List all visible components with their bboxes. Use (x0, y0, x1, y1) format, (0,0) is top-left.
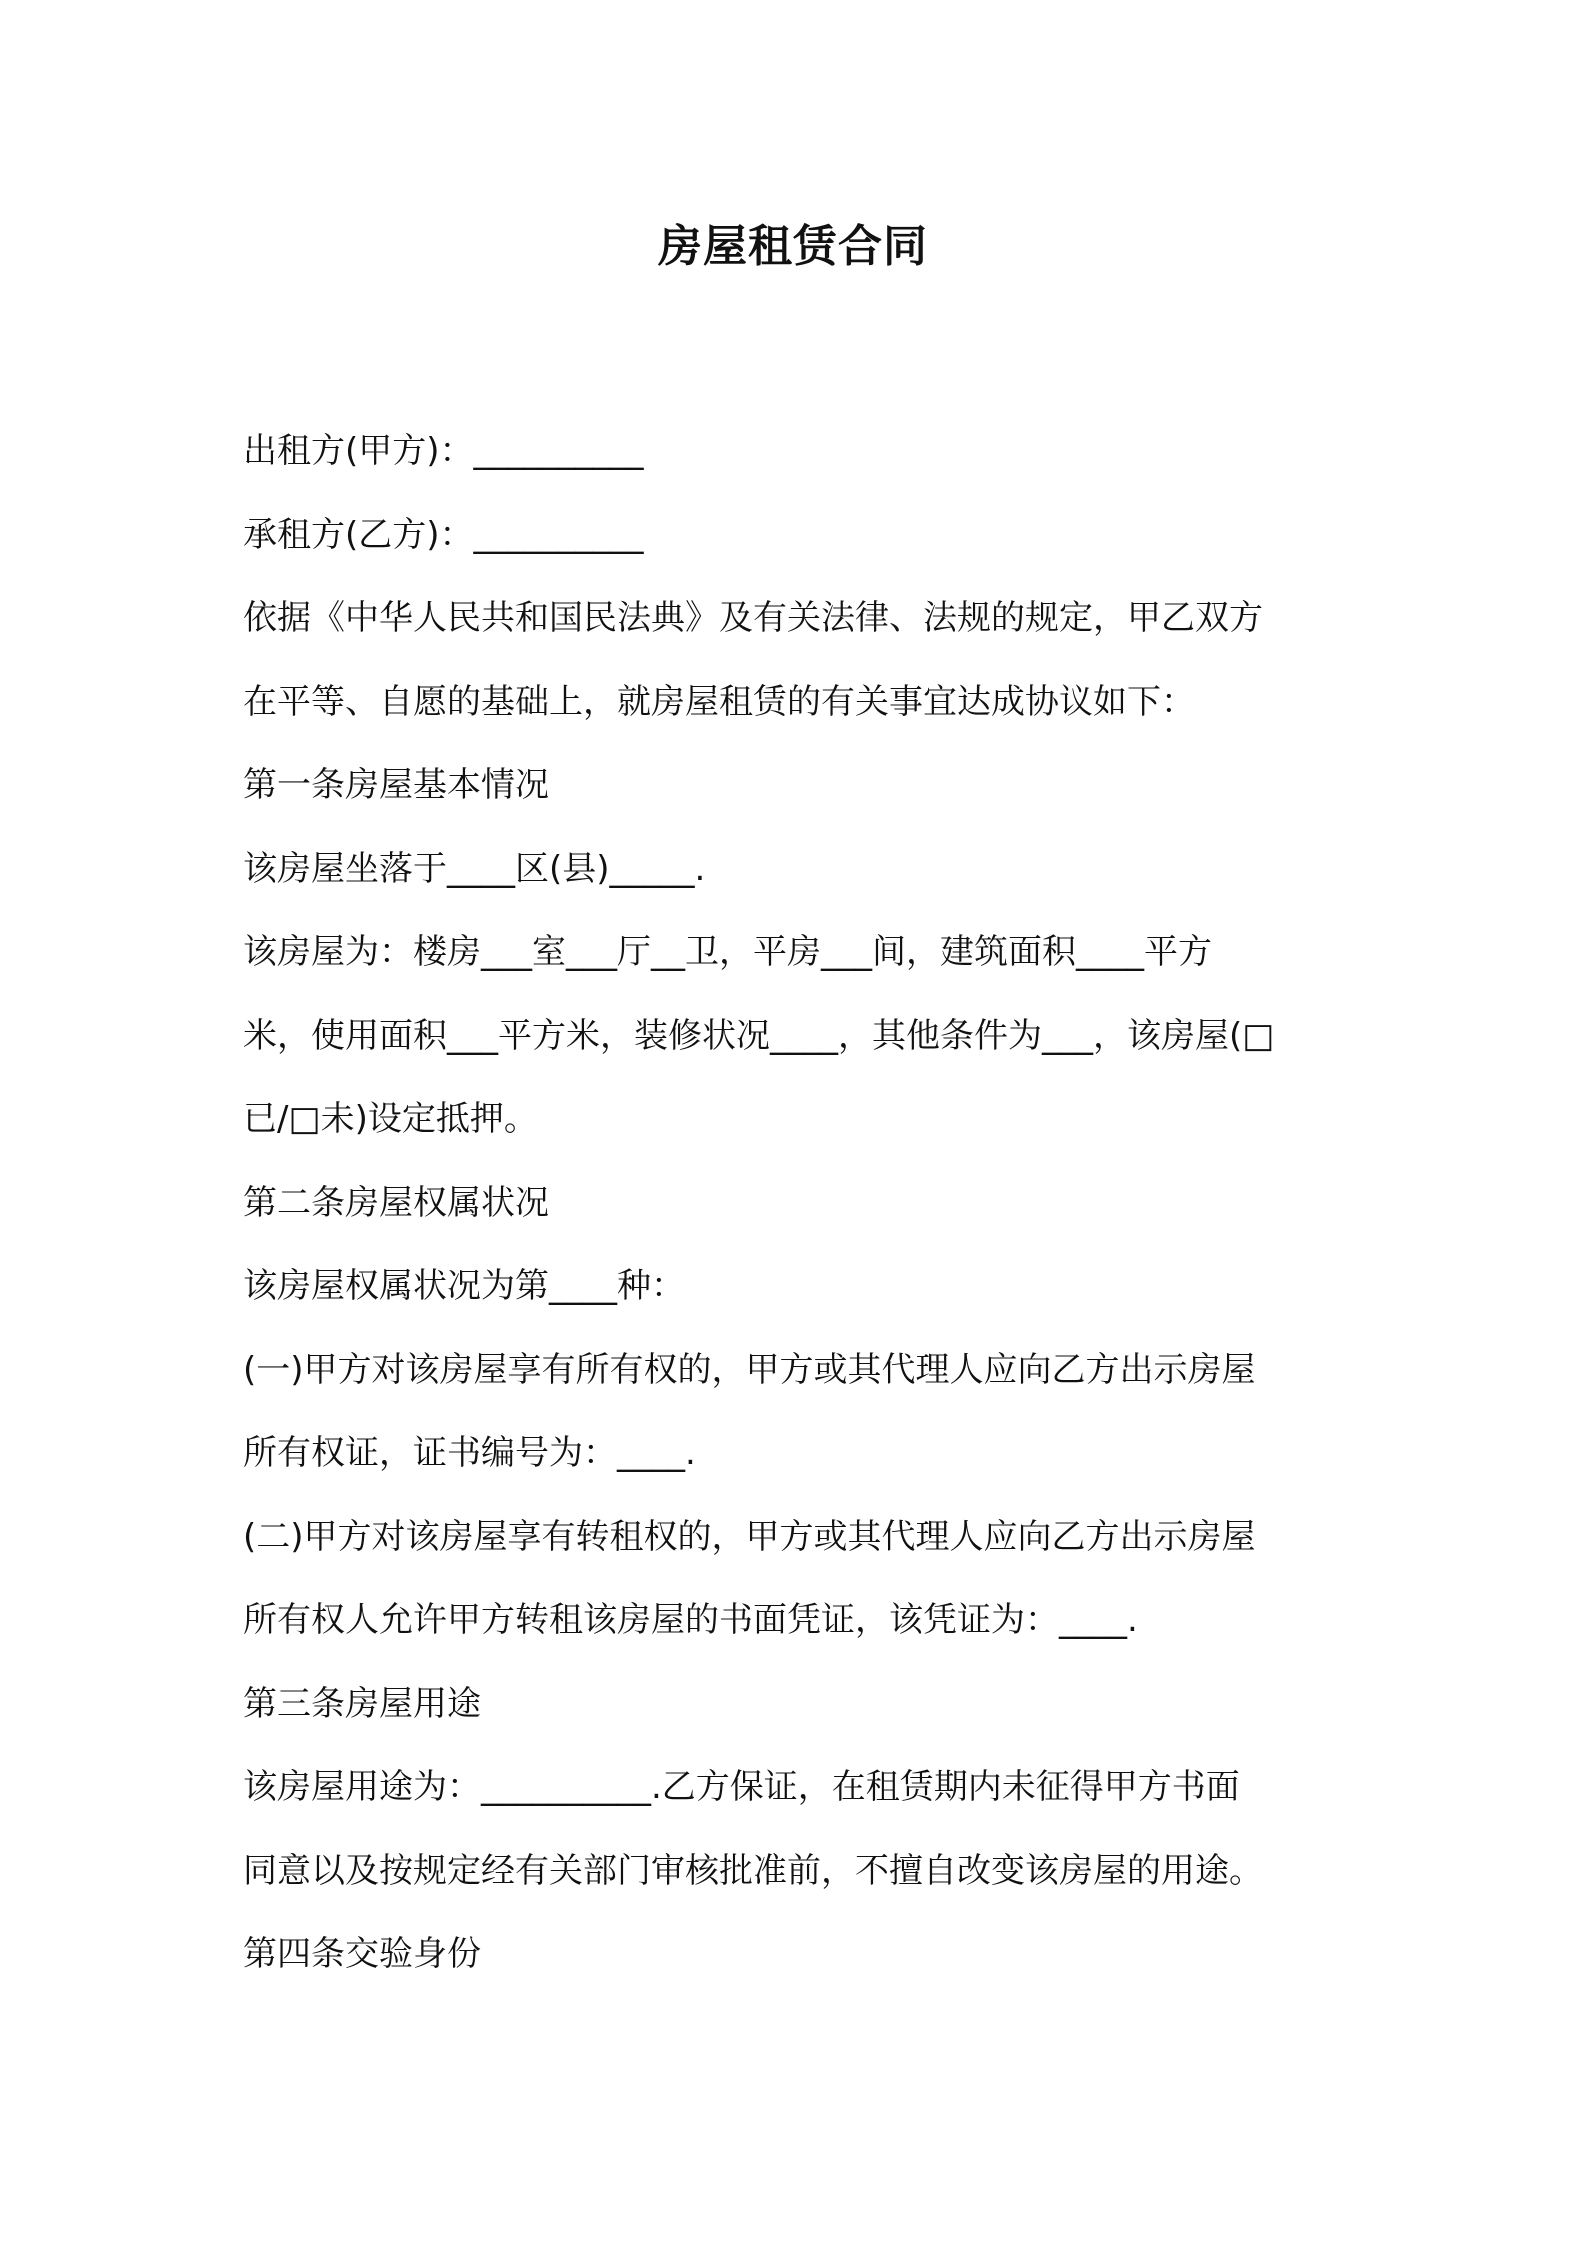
article-3-usage-line-1: 该房屋用途为：__________.乙方保证，在租赁期内未征得甲方书面 (243, 1767, 1240, 1807)
document-title: 房屋租赁合同 (658, 221, 928, 272)
preamble-line-2: 在平等、自愿的基础上，就房屋租赁的有关事宜达成协议如下： (243, 681, 1195, 722)
lessee-line: 承租方(乙方)：__________ (243, 514, 644, 555)
document-body (243, 410, 1358, 1997)
article-1-details-line-1: 该房屋为：楼房___室___厅__卫，平房___间，建筑面积____平方 (243, 932, 1212, 972)
article-2-type: 该房屋权属状况为第____种： (243, 1266, 685, 1306)
article-2-option-2-line-1: (二)甲方对该房屋享有转租权的，甲方或其代理人应向乙方出示房屋 (243, 1516, 1256, 1557)
article-4-heading: 第四条交验身份 (243, 1934, 481, 1974)
article-1-details-line-2: 米，使用面积___平方米，装修状况____，其他条件为___，该房屋(□ (243, 1015, 1275, 1056)
article-1-heading: 第一条房屋基本情况 (243, 765, 549, 805)
article-2-option-1-line-1: (一)甲方对该房屋享有所有权的，甲方或其代理人应向乙方出示房屋 (243, 1349, 1256, 1390)
article-2-heading: 第二条房屋权属状况 (243, 1182, 549, 1223)
article-1-details-line-3: 已/□未)设定抵押。 (243, 1099, 538, 1139)
article-2-option-2-line-2: 所有权人允许甲方转租该房屋的书面凭证，该凭证为：____. (243, 1600, 1138, 1640)
article-1-location: 该房屋坐落于____区(县)_____. (243, 848, 706, 889)
preamble-line-1: 依据《中华人民共和国民法典》及有关法律、法规的规定，甲乙双方 (243, 598, 1263, 638)
article-2-option-1-line-2: 所有权证，证书编号为：____. (243, 1433, 696, 1473)
article-3-heading: 第三条房屋用途 (243, 1683, 481, 1724)
article-3-usage-line-2: 同意以及按规定经有关部门审核批准前，不擅自改变该房屋的用途。 (243, 1850, 1263, 1891)
lessor-line: 出租方(甲方)：__________ (243, 431, 644, 471)
